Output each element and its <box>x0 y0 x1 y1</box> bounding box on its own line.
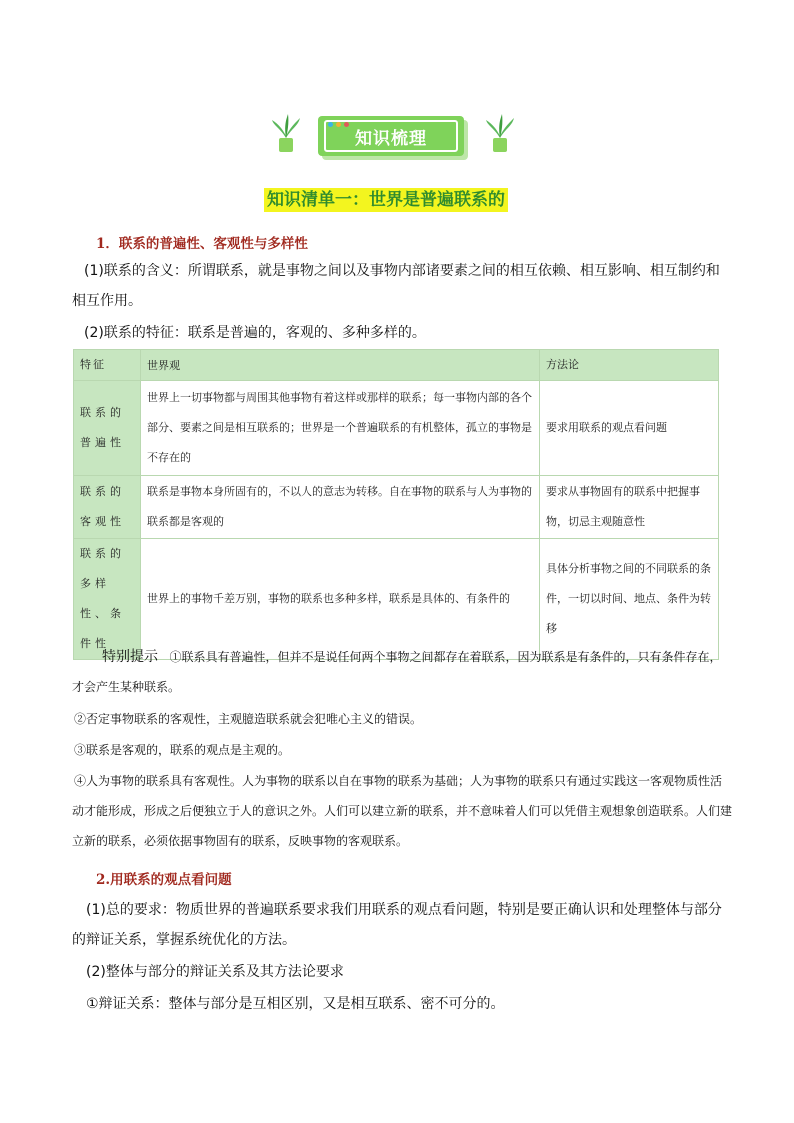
table-cell-method: 要求用联系的观点看问题 <box>540 381 719 476</box>
tip-4: ④人为事物的联系具有客观性。人为事物的联系以自在事物的联系为基础；人为事物的联系只有通过实践这一客观物质性活动才能形成，形成之后便独立于人的意识之外。人们可以建立新的联系，并不意味着人们可以凭借主观想象创造联系。人们建立新的联系，必须依据事物固有的联系，反映事物的客观联系。 <box>72 774 733 848</box>
section1-paragraph-1: (1)联系的含义：所谓联系，就是事物之间以及事物内部诸要素之间的相互依赖、相互影响、相互制约和相互作用。 <box>72 263 720 309</box>
section1-heading: 1．联系的普遍性、客观性与多样性 <box>96 236 308 252</box>
feature-table <box>73 349 719 660</box>
section1-paragraph-2: (2)联系的特征：联系是普遍的，客观的、多种多样的。 <box>84 325 426 341</box>
plant-icon-left <box>270 114 302 154</box>
table-row <box>74 476 719 539</box>
section2-heading: 2.用联系的观点看问题 <box>96 872 232 888</box>
dot-red <box>344 122 349 127</box>
table-cell-feature: 联系的多样性、条件性 <box>74 539 141 660</box>
table-cell-worldview: 世界上的事物千差万别，事物的联系也多种多样，联系是具体的、有条件的 <box>141 539 540 660</box>
table-header-cell: 特征 <box>74 350 141 381</box>
table-row <box>74 381 719 476</box>
tip-1 <box>72 642 732 702</box>
tip-label: 特别提示 <box>102 649 158 665</box>
section-banner <box>270 112 520 160</box>
list-title: 知识清单一：世界是普遍联系的 <box>264 188 508 212</box>
section2-paragraph-2: (2)整体与部分的辩证关系及其方法论要求 <box>86 964 344 980</box>
table-cell-worldview: 联系是事物本身所固有的，不以人的意志为转移。自在事物的联系与人为事物的联系都是客观的 <box>141 476 540 539</box>
plant-icon-right <box>484 114 516 154</box>
section2-paragraph-1: (1)总的要求：物质世界的普遍联系要求我们用联系的观点看问题，特别是要正确认识和处理整体与部分的辩证关系，掌握系统优化的方法。 <box>72 902 722 948</box>
table-cell-method: 要求从事物固有的联系中把握事物，切忌主观随意性 <box>540 476 719 539</box>
table-cell-feature: 联系的客观性 <box>74 476 141 539</box>
table-header-row <box>74 350 719 381</box>
table-cell-feature: 联系的普遍性 <box>74 381 141 476</box>
table-cell-worldview: 世界上一切事物都与周围其他事物有着这样或那样的联系；每一事物内部的各个部分、要素之间是相互联系的；世界是一个普遍联系的有机整体，孤立的事物是不存在的 <box>141 381 540 476</box>
dot-orange <box>336 122 341 127</box>
banner-dots <box>328 112 352 131</box>
table-header-cell: 世界观 <box>141 350 540 381</box>
tip-2: ②否定事物联系的客观性，主观臆造联系就会犯唯心主义的错误。 <box>74 712 423 726</box>
tip-3: ③联系是客观的，联系的观点是主观的。 <box>74 743 291 757</box>
banner-title: 知识梳理 <box>324 120 458 152</box>
tip-1-text: ①联系具有普遍性，但并不是说任何两个事物之间都存在着联系，因为联系是有条件的，只有条件存在，才会产生某种联系。 <box>72 650 722 694</box>
section2-paragraph-3: ①辩证关系：整体与部分是互相区别，又是相互联系、密不可分的。 <box>86 996 505 1012</box>
dot-blue <box>328 122 333 127</box>
table-cell-method: 具体分析事物之间的不同联系的条件，一切以时间、地点、条件为转移 <box>540 539 719 660</box>
table-header-cell: 方法论 <box>540 350 719 381</box>
